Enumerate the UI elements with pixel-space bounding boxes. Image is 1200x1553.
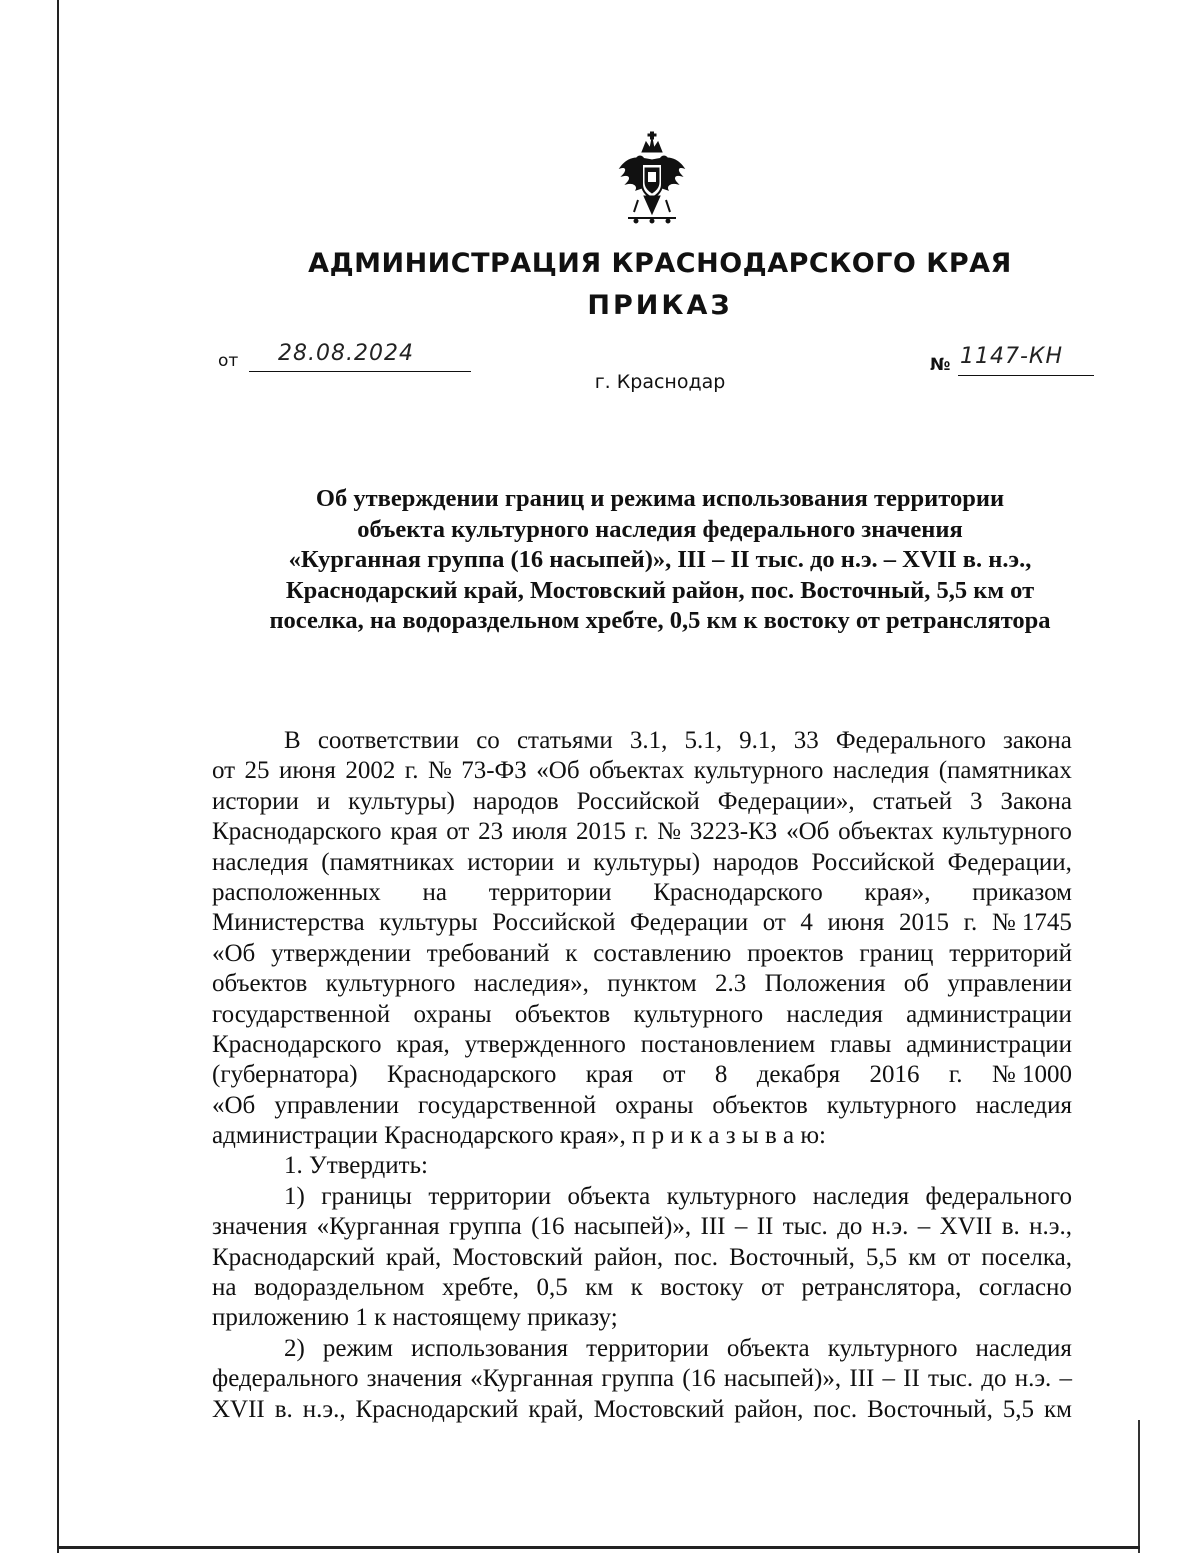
coat-of-arms-icon <box>612 130 692 226</box>
word: Краснодарского <box>386 1061 557 1089</box>
word: июня <box>278 757 336 785</box>
word: народов <box>472 787 559 815</box>
word: II <box>756 1213 774 1241</box>
word: объекта <box>567 1182 651 1210</box>
word: № 1745 <box>991 909 1072 937</box>
word: край, <box>385 1243 442 1271</box>
item-1-label <box>212 1151 1072 1181</box>
preamble-line <box>212 1000 1072 1030</box>
word: 25 <box>244 757 270 785</box>
word: Министерства <box>212 909 365 937</box>
preamble-line <box>212 969 1072 999</box>
word: и <box>566 848 581 876</box>
word: значения <box>212 1213 308 1241</box>
word: XVII <box>939 1213 993 1241</box>
word: объектов <box>212 970 308 998</box>
preamble-line <box>212 908 1072 938</box>
word: 2015 <box>575 818 626 846</box>
word: 33 <box>793 727 819 754</box>
word: культуры) <box>593 848 701 876</box>
word: пос. <box>674 1243 719 1271</box>
word: использования <box>411 1334 568 1362</box>
word: территории <box>586 1334 709 1362</box>
word: 1) <box>284 1182 305 1210</box>
word: приказом <box>972 878 1072 906</box>
word: Федерации», <box>717 787 855 815</box>
word: Краснодарского <box>653 878 823 906</box>
word: водораздельном <box>253 1274 425 1302</box>
word: – <box>1059 1365 1072 1393</box>
preamble-line <box>212 1060 1072 1090</box>
word: границ <box>859 939 934 967</box>
word: край, <box>528 1395 584 1423</box>
word: г. <box>634 818 649 846</box>
organization-title: АДМИНИСТРАЦИЯ КРАСНОДАРСКОГО КРАЯ <box>308 248 1012 279</box>
word: насыпей)», <box>723 1365 842 1393</box>
subject-line: «Курганная группа (16 насыпей)», III – II тыс. до н.э. – XVII в. н.э., <box>288 546 1032 573</box>
word: ретранслятора, <box>801 1274 962 1302</box>
word: администрации <box>906 1000 1072 1028</box>
word: 23 <box>478 818 504 846</box>
subitem-2-line <box>212 1364 1072 1394</box>
word: главы <box>830 1030 892 1058</box>
word: № 1000 <box>991 1061 1072 1089</box>
subitem-1-line <box>212 1243 1072 1273</box>
preamble-line <box>212 726 1072 756</box>
word: Федерации <box>630 909 749 937</box>
word: III <box>849 1365 875 1393</box>
word: насыпей)», <box>573 1213 692 1241</box>
word: истории <box>467 848 555 876</box>
line-text: администрации Краснодарского края», п р и к а з ы в а ю: <box>212 1122 826 1150</box>
word: район, <box>734 1395 804 1423</box>
word: «Об <box>536 757 580 785</box>
word: группа <box>601 1365 675 1393</box>
word: 3 <box>970 787 983 815</box>
word: культуры <box>379 909 478 937</box>
word: утверждении <box>271 939 411 967</box>
word: (16 <box>531 1213 565 1241</box>
document-subject <box>200 484 1120 637</box>
word: Восточный, <box>729 1243 855 1271</box>
word: – <box>734 1213 748 1241</box>
subitem-2-line <box>212 1395 1072 1425</box>
word: наследия <box>812 1182 910 1210</box>
word: наследия <box>212 848 309 876</box>
word: н.э. <box>1014 1365 1052 1393</box>
word: культурного <box>826 1091 957 1119</box>
word: охраны <box>615 1091 694 1119</box>
word: объектов <box>712 1091 808 1119</box>
word: «Курганная <box>316 1213 440 1241</box>
preamble-line <box>212 787 1072 817</box>
word: 9.1, <box>739 727 777 754</box>
word: (памятниках <box>938 757 1072 785</box>
word: XVII <box>212 1395 265 1423</box>
word: декабря <box>756 1061 841 1089</box>
word: государственной <box>212 1000 391 1028</box>
word: Краснодарского <box>212 1030 382 1058</box>
word: Федерального <box>835 727 986 754</box>
word: «Курганная <box>470 1365 594 1393</box>
word: культурного <box>827 1334 958 1362</box>
word: востоку <box>660 1274 744 1302</box>
word: на <box>212 1274 237 1302</box>
scan-border-right <box>1138 1420 1140 1553</box>
word: н.э., <box>1029 1213 1072 1241</box>
word: пунктом <box>607 970 697 998</box>
word: от <box>446 818 470 846</box>
word: 3223-КЗ <box>689 818 778 846</box>
number-label: № <box>930 355 951 375</box>
word: культурного <box>325 970 456 998</box>
word: закона <box>1003 727 1072 754</box>
word: управлении <box>947 970 1072 998</box>
word: культурного <box>633 1000 764 1028</box>
document-body <box>212 726 1072 1425</box>
word: 2002 <box>345 757 396 785</box>
word: управлении <box>274 1091 399 1119</box>
word: в. <box>274 1395 293 1423</box>
word: г. <box>404 757 419 785</box>
word: значения <box>366 1365 462 1393</box>
word: наследия <box>786 1000 883 1028</box>
word: культуры) <box>348 787 455 815</box>
word: район, <box>594 1243 664 1271</box>
word: проектов <box>747 939 844 967</box>
word: территорий <box>949 939 1072 967</box>
word: от <box>762 909 786 937</box>
word: «Об <box>786 818 830 846</box>
word: федерального <box>925 1182 1072 1210</box>
word: 73-ФЗ <box>461 757 527 785</box>
word: III <box>700 1213 726 1241</box>
word: июля <box>511 818 568 846</box>
word: 2015 <box>898 909 949 937</box>
word: к <box>565 939 578 967</box>
word: со <box>476 727 500 754</box>
word: народов <box>712 848 799 876</box>
preamble-line <box>212 756 1072 786</box>
subject-line: Об утверждении границ и режима использования территории <box>315 485 1005 512</box>
subject-line: объекта культурного наследия федерального значения <box>357 515 963 543</box>
word: н.э., <box>302 1395 346 1423</box>
word: «Об <box>212 1091 256 1119</box>
word: № <box>427 757 452 785</box>
word: наследия», <box>473 970 589 998</box>
word: В <box>284 727 301 754</box>
word: соответствии <box>317 727 460 754</box>
word: км <box>585 1274 614 1302</box>
city-label: г. Краснодар <box>594 371 726 393</box>
number-value-handwritten: 1147-КН <box>960 344 1064 369</box>
word: 2.3 <box>715 970 747 998</box>
word: расположенных <box>212 878 381 906</box>
word: статьей <box>872 787 953 815</box>
word: 8 <box>714 1061 728 1089</box>
word: объектах <box>838 818 934 846</box>
line-text: приложению 1 к настоящему приказу; <box>212 1304 618 1332</box>
preamble-line <box>212 848 1072 878</box>
word: Мостовский <box>452 1243 583 1271</box>
word: территории <box>428 1182 552 1210</box>
word: требований <box>426 939 550 967</box>
preamble-line <box>212 1121 1072 1151</box>
word: хребте, <box>441 1274 520 1302</box>
word: 0,5 <box>536 1274 568 1302</box>
word: 5.1, <box>684 727 722 754</box>
word: объектов <box>514 1000 611 1028</box>
word: федерального <box>212 1365 359 1393</box>
word: Федерации, <box>947 848 1072 876</box>
word: Закона <box>1000 787 1072 815</box>
word: от <box>947 1243 971 1271</box>
subitem-1-line <box>212 1273 1072 1303</box>
word: Краснодарский <box>355 1395 519 1423</box>
subitem-1-line <box>212 1182 1072 1212</box>
preamble-line <box>212 817 1072 847</box>
word: культурного <box>942 818 1072 846</box>
word: км <box>1043 1395 1072 1423</box>
document-type: ПРИКАЗ <box>587 290 733 321</box>
word: объектах <box>588 757 685 785</box>
line-text: 1. Утвердить: <box>284 1152 428 1180</box>
word: пос. <box>813 1395 858 1423</box>
word: Положения <box>764 970 886 998</box>
date-underline <box>249 371 471 372</box>
word: – <box>917 1213 931 1241</box>
subitem-1-line <box>212 1212 1072 1242</box>
word: от <box>212 757 236 785</box>
subitem-1-line <box>212 1303 1072 1333</box>
number-underline <box>958 375 1094 376</box>
preamble-line <box>212 1030 1072 1060</box>
word: государственной <box>418 1091 597 1119</box>
word: тыс. <box>928 1365 974 1393</box>
word: от <box>760 1274 785 1302</box>
word: объекта <box>726 1334 810 1362</box>
word: Мостовский <box>593 1395 725 1423</box>
word: края <box>585 1061 634 1089</box>
date-value-handwritten: 28.08.2024 <box>278 341 414 366</box>
word: 2016 <box>869 1061 920 1089</box>
word: культурного <box>693 757 824 785</box>
word: режим <box>322 1334 393 1362</box>
word: «Об <box>212 939 256 967</box>
preamble-line <box>212 878 1072 908</box>
word: согласно <box>978 1274 1072 1302</box>
word: н.э. <box>871 1213 909 1241</box>
word: статьями <box>516 727 613 754</box>
word: истории <box>212 787 299 815</box>
word: № <box>657 818 682 846</box>
word: и <box>316 787 331 815</box>
preamble-line <box>212 1091 1072 1121</box>
word: (губернатора) <box>212 1061 358 1089</box>
word: 2) <box>284 1334 305 1362</box>
subject-line: Краснодарский край, Мостовский район, пос. Восточный, 5,5 км от <box>285 576 1035 604</box>
word: Восточный, <box>867 1395 993 1423</box>
word: (16 <box>682 1365 716 1393</box>
word: 3.1, <box>629 727 668 754</box>
word: Российской <box>492 909 616 937</box>
word: об <box>903 970 929 998</box>
word: края, <box>396 1030 450 1058</box>
scan-border-bottom <box>57 1546 1140 1549</box>
word: июня <box>827 909 885 937</box>
word: администрации <box>906 1030 1072 1058</box>
word: г. <box>948 1061 963 1089</box>
word: края <box>390 818 438 846</box>
date-label: от <box>218 351 239 371</box>
word: – <box>882 1365 895 1393</box>
word: (памятниках <box>321 848 455 876</box>
word: 5,5 <box>865 1243 898 1271</box>
word: границы <box>321 1182 412 1210</box>
word: тыс. <box>782 1213 828 1241</box>
word: Краснодарский <box>212 1243 375 1271</box>
word: края», <box>864 878 931 906</box>
word: к <box>630 1274 643 1302</box>
word: поселка, <box>981 1243 1072 1271</box>
preamble-line <box>212 939 1072 969</box>
word: 5,5 <box>1002 1395 1035 1423</box>
word: Российской <box>576 787 700 815</box>
word: до <box>981 1365 1007 1393</box>
word: постановлением <box>640 1030 816 1058</box>
word: от <box>662 1061 686 1089</box>
word: наследия <box>975 1091 1072 1119</box>
word: II <box>903 1365 920 1393</box>
word: на <box>422 878 447 906</box>
word: наследия <box>832 757 930 785</box>
word: группа <box>449 1213 522 1241</box>
word: территории <box>488 878 612 906</box>
scan-border-left <box>57 0 59 1553</box>
word: км <box>908 1243 937 1271</box>
subject-line: поселка, на водораздельном хребте, 0,5 км к востоку от ретранслятора <box>269 607 1051 634</box>
word: г. <box>963 909 978 937</box>
word: Российской <box>811 848 935 876</box>
word: утвержденного <box>464 1030 626 1058</box>
word: охраны <box>413 1000 492 1028</box>
word: культурного <box>666 1182 797 1210</box>
word: наследия <box>975 1334 1072 1362</box>
word: до <box>837 1213 863 1241</box>
subitem-2-line <box>212 1334 1072 1364</box>
word: Краснодарского <box>212 818 382 846</box>
word: составлению <box>593 939 732 967</box>
word: в. <box>1001 1213 1020 1241</box>
word: 4 <box>800 909 813 937</box>
